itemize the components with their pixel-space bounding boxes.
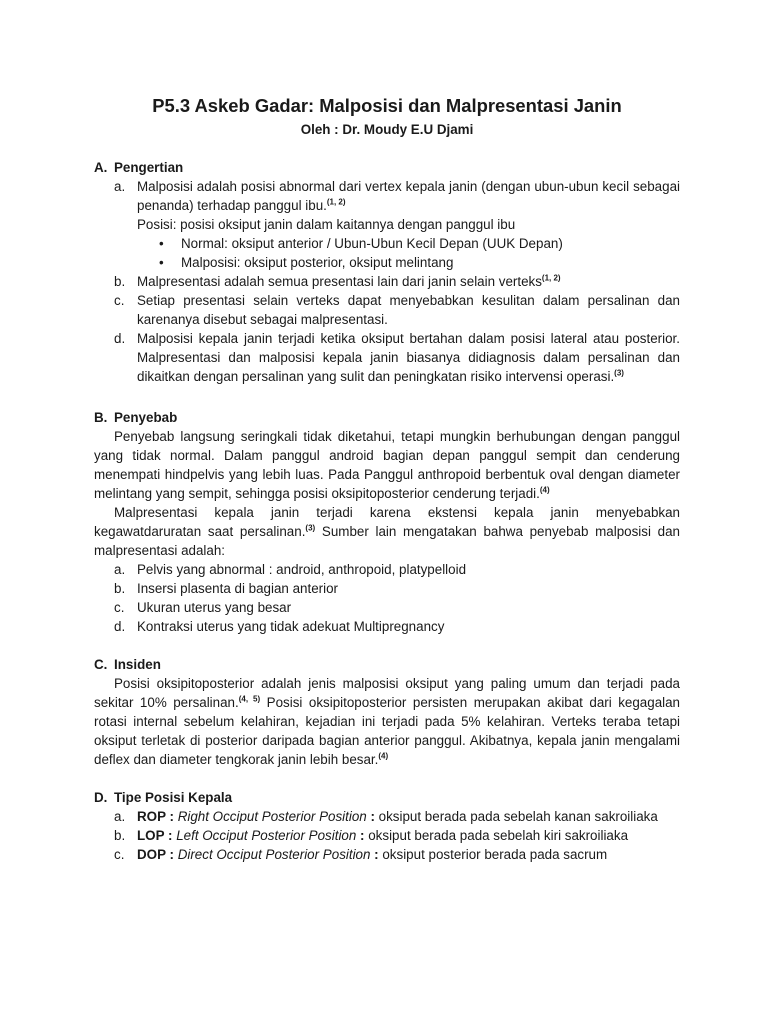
section-heading: C. Insiden [94,657,161,672]
paragraph: Penyebab langsung seringkali tidak diketahui, tetapi mungkin berhubungan dengan panggul yang tidak normal. Dalam panggul android bagian depan panggul sempit dan cenderung menempati hindpelvis yang lebih luas. Pada Panggul anthropoid berbentuk oval dengan diameter melintang yang sempit, sehingga posisi oksipitoposterior cenderung terjadi.$^{(4)}$ [94,429,680,501]
citation: (3) [614,368,624,378]
section-penyebab [94,408,680,636]
citation: (3) [305,523,316,533]
citation: (1, 2) [326,197,346,207]
citation: (1, 2) [541,273,561,283]
section-insiden [94,655,680,769]
citation: (4, 5) [238,694,261,704]
bullet-item: • Normal: oksiput anterior / Ubun-Ubun Kecil Depan (UUK Depan) [159,236,563,251]
document-author: Oleh : Dr. Moudy E.U Djami [300,122,474,137]
section-heading: A. Pengertian [94,160,184,175]
document-title: P5.3 Askeb Gadar: Malposisi dan Malpresentasi Janin [152,95,622,116]
paragraph: Malpresentasi kepala janin terjadi karena ekstensi kepala janin menyebabkan kegawatdaruratan saat persalinan.$^{(3)}$ Sumber lain mengatakan bahwa penyebab malposisi dan malpresentasi adalah: [94,505,680,558]
list-item: d. Kontraksi uterus yang tidak adekuat Multipregnancy [114,619,445,634]
list-item: d. Malposisi kepala janin terjadi ketika oksiput bertahan dalam posisi lateral atau posterior. Malpresentasi dan malposisi kepala janin biasanya didiagnosis dalam persalinan dan dikaitkan dengan persalinan yang sulit dan peningkatan risiko intervensi operasi.$^{(3)}$ [114,331,680,384]
list-item: a. ROP : Right Occiput Posterior Position : oksiput berada pada sebelah kanan sakroiliaka [114,809,658,824]
section-pengertian [94,158,680,386]
section-heading: D. Tipe Posisi Kepala [94,790,233,805]
bullet-item: • Malposisi: oksiput posterior, oksiput melintang [159,255,454,270]
section-tipe-posisi-kepala [94,788,680,864]
paragraph: Posisi oksipitoposterior adalah jenis malposisi oksiput yang paling umum dan terjadi pada sekitar 10% persalinan.$^{(4, 5)}$ Posisi oksipitoposterior persisten merupakan akibat dari kegagalan rotasi internal sebelum kelahiran, kejadian ini terjadi pada 5% kelahiran. Verteks teraba tetapi oksiput terletak di posterior daripada bagian anterior panggul. Akibatnya, kepala janin mengalami deflex dan diameter tengkorak janin lebih besar.$^{(4)}$ [94,676,681,767]
bullet-list [137,234,680,272]
citation: (4) [378,751,389,761]
list-item: b. Malpresentasi adalah semua presentasi lain dari janin selain verteks$^{(1, 2)}$ [114,273,561,289]
section-heading: B. Penyebab [94,410,178,425]
list-item: c. Setiap presentasi selain verteks dapat menyebabkan kesulitan dalam persalinan dan karenanya disebut sebagai malpresentasi. [114,293,680,327]
list-item: c. Ukuran uterus yang besar [114,600,292,615]
list-item: b. Insersi plasenta di bagian anterior [114,581,338,596]
list-item: c. DOP : Direct Occiput Posterior Position : oksiput posterior berada pada sacrum [114,847,608,862]
citation: (4) [539,485,550,495]
list-item: a. Pelvis yang abnormal : android, anthropoid, platypelloid [114,562,467,577]
list-item: b. LOP : Left Occiput Posterior Position : oksiput berada pada sebelah kiri sakroiliaka [114,828,629,843]
document-content [94,94,680,864]
posisi-definition: Posisi: posisi oksiput janin dalam kaitannya dengan panggul ibu [137,217,516,232]
list-item: a. Malposisi adalah posisi abnormal dari vertex kepala janin (dengan ubun-ubun kecil sebagai penanda) terhadap panggul ibu.$^{(1, 2)}$ Posisi: posisi oksiput janin dalam kaitannya dengan panggul ibu • Normal: oksiput anterior / Ubun-Ubun Kecil Depan (UUK Depan) • Malposisi: oksiput posterior, oksiput melintang [114,179,680,270]
